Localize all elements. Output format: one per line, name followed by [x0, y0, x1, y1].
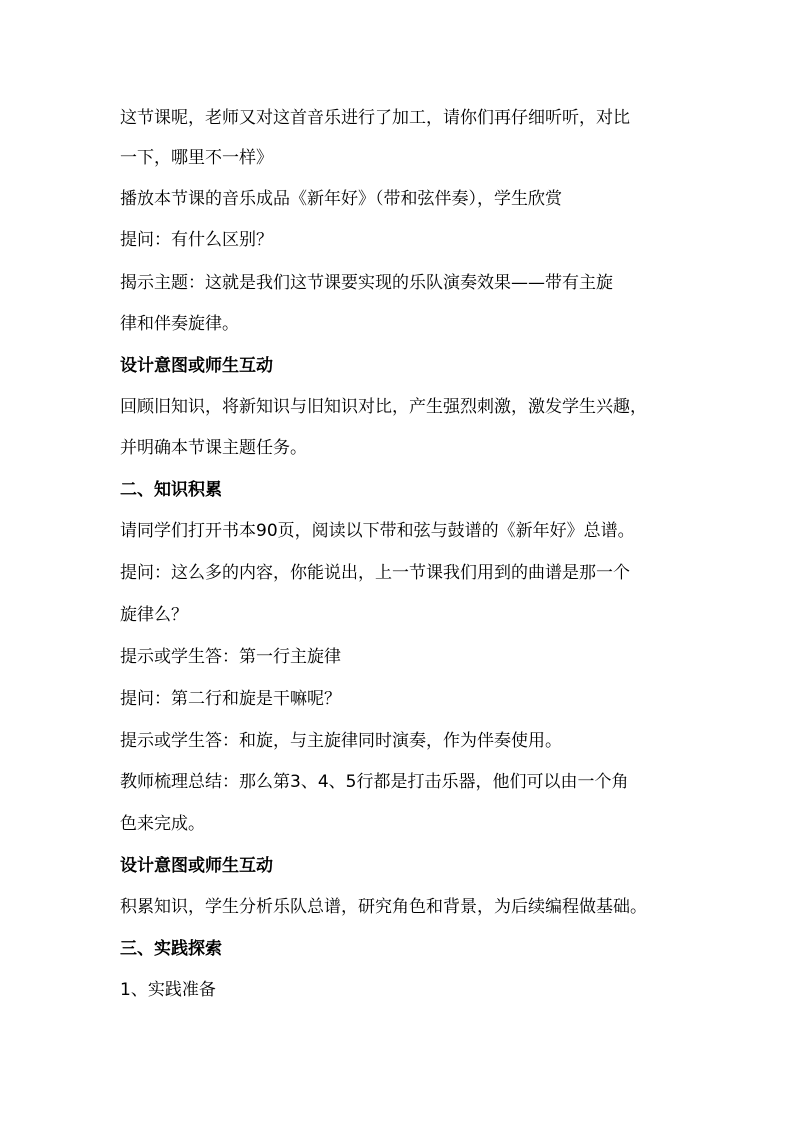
paragraph-line: 一下，哪里不一样》 — [120, 148, 273, 168]
paragraph-line: 请同学们打开书本90页，阅读以下带和弦与鼓谱的《新年好》总谱。 — [120, 521, 635, 541]
paragraph-line: 回顾旧知识，将新知识与旧知识对比，产生强烈刺激，激发学生兴趣， — [120, 397, 647, 417]
paragraph-line: 提问：第二行和旋是干嘛呢？ — [120, 689, 341, 709]
paragraph-line: 这节课呢，老师又对这首音乐进行了加工，请你们再仔细听听，对比 — [120, 108, 630, 128]
paragraph-line: 积累知识，学生分析乐队总谱，研究角色和背景，为后续编程做基础。 — [120, 897, 647, 917]
paragraph-line: 旋律么？ — [120, 605, 188, 625]
paragraph-line: 律和伴奏旋律。 — [120, 314, 239, 334]
paragraph-line: 揭示主题：这就是我们这节课要实现的乐队演奏效果——带有主旋 — [120, 273, 613, 293]
paragraph-line: 教师梳理总结：那么第3、4、5行都是打击乐器，他们可以由一个角 — [120, 772, 629, 792]
paragraph-line: 并明确本节课主题任务。 — [120, 438, 307, 458]
section-heading: 三、实践探索 — [120, 939, 222, 959]
section-heading: 二、知识积累 — [120, 480, 222, 500]
paragraph-line: 播放本节课的音乐成品《新年好》（带和弦伴奏），学生欣赏 — [120, 189, 562, 209]
paragraph-line: 提示或学生答：和旋，与主旋律同时演奏，作为伴奏使用。 — [120, 731, 562, 751]
paragraph-line: 色来完成。 — [120, 814, 205, 834]
section-heading: 设计意图或师生互动 — [120, 856, 273, 876]
paragraph-line: 提问：这么多的内容，你能说出，上一节课我们用到的曲谱是那一个 — [120, 563, 630, 583]
paragraph-line: 提示或学生答：第一行主旋律 — [120, 647, 341, 667]
paragraph-line: 1、实践准备 — [120, 980, 216, 1000]
section-heading: 设计意图或师生互动 — [120, 356, 273, 376]
paragraph-line: 提问：有什么区别？ — [120, 230, 273, 250]
